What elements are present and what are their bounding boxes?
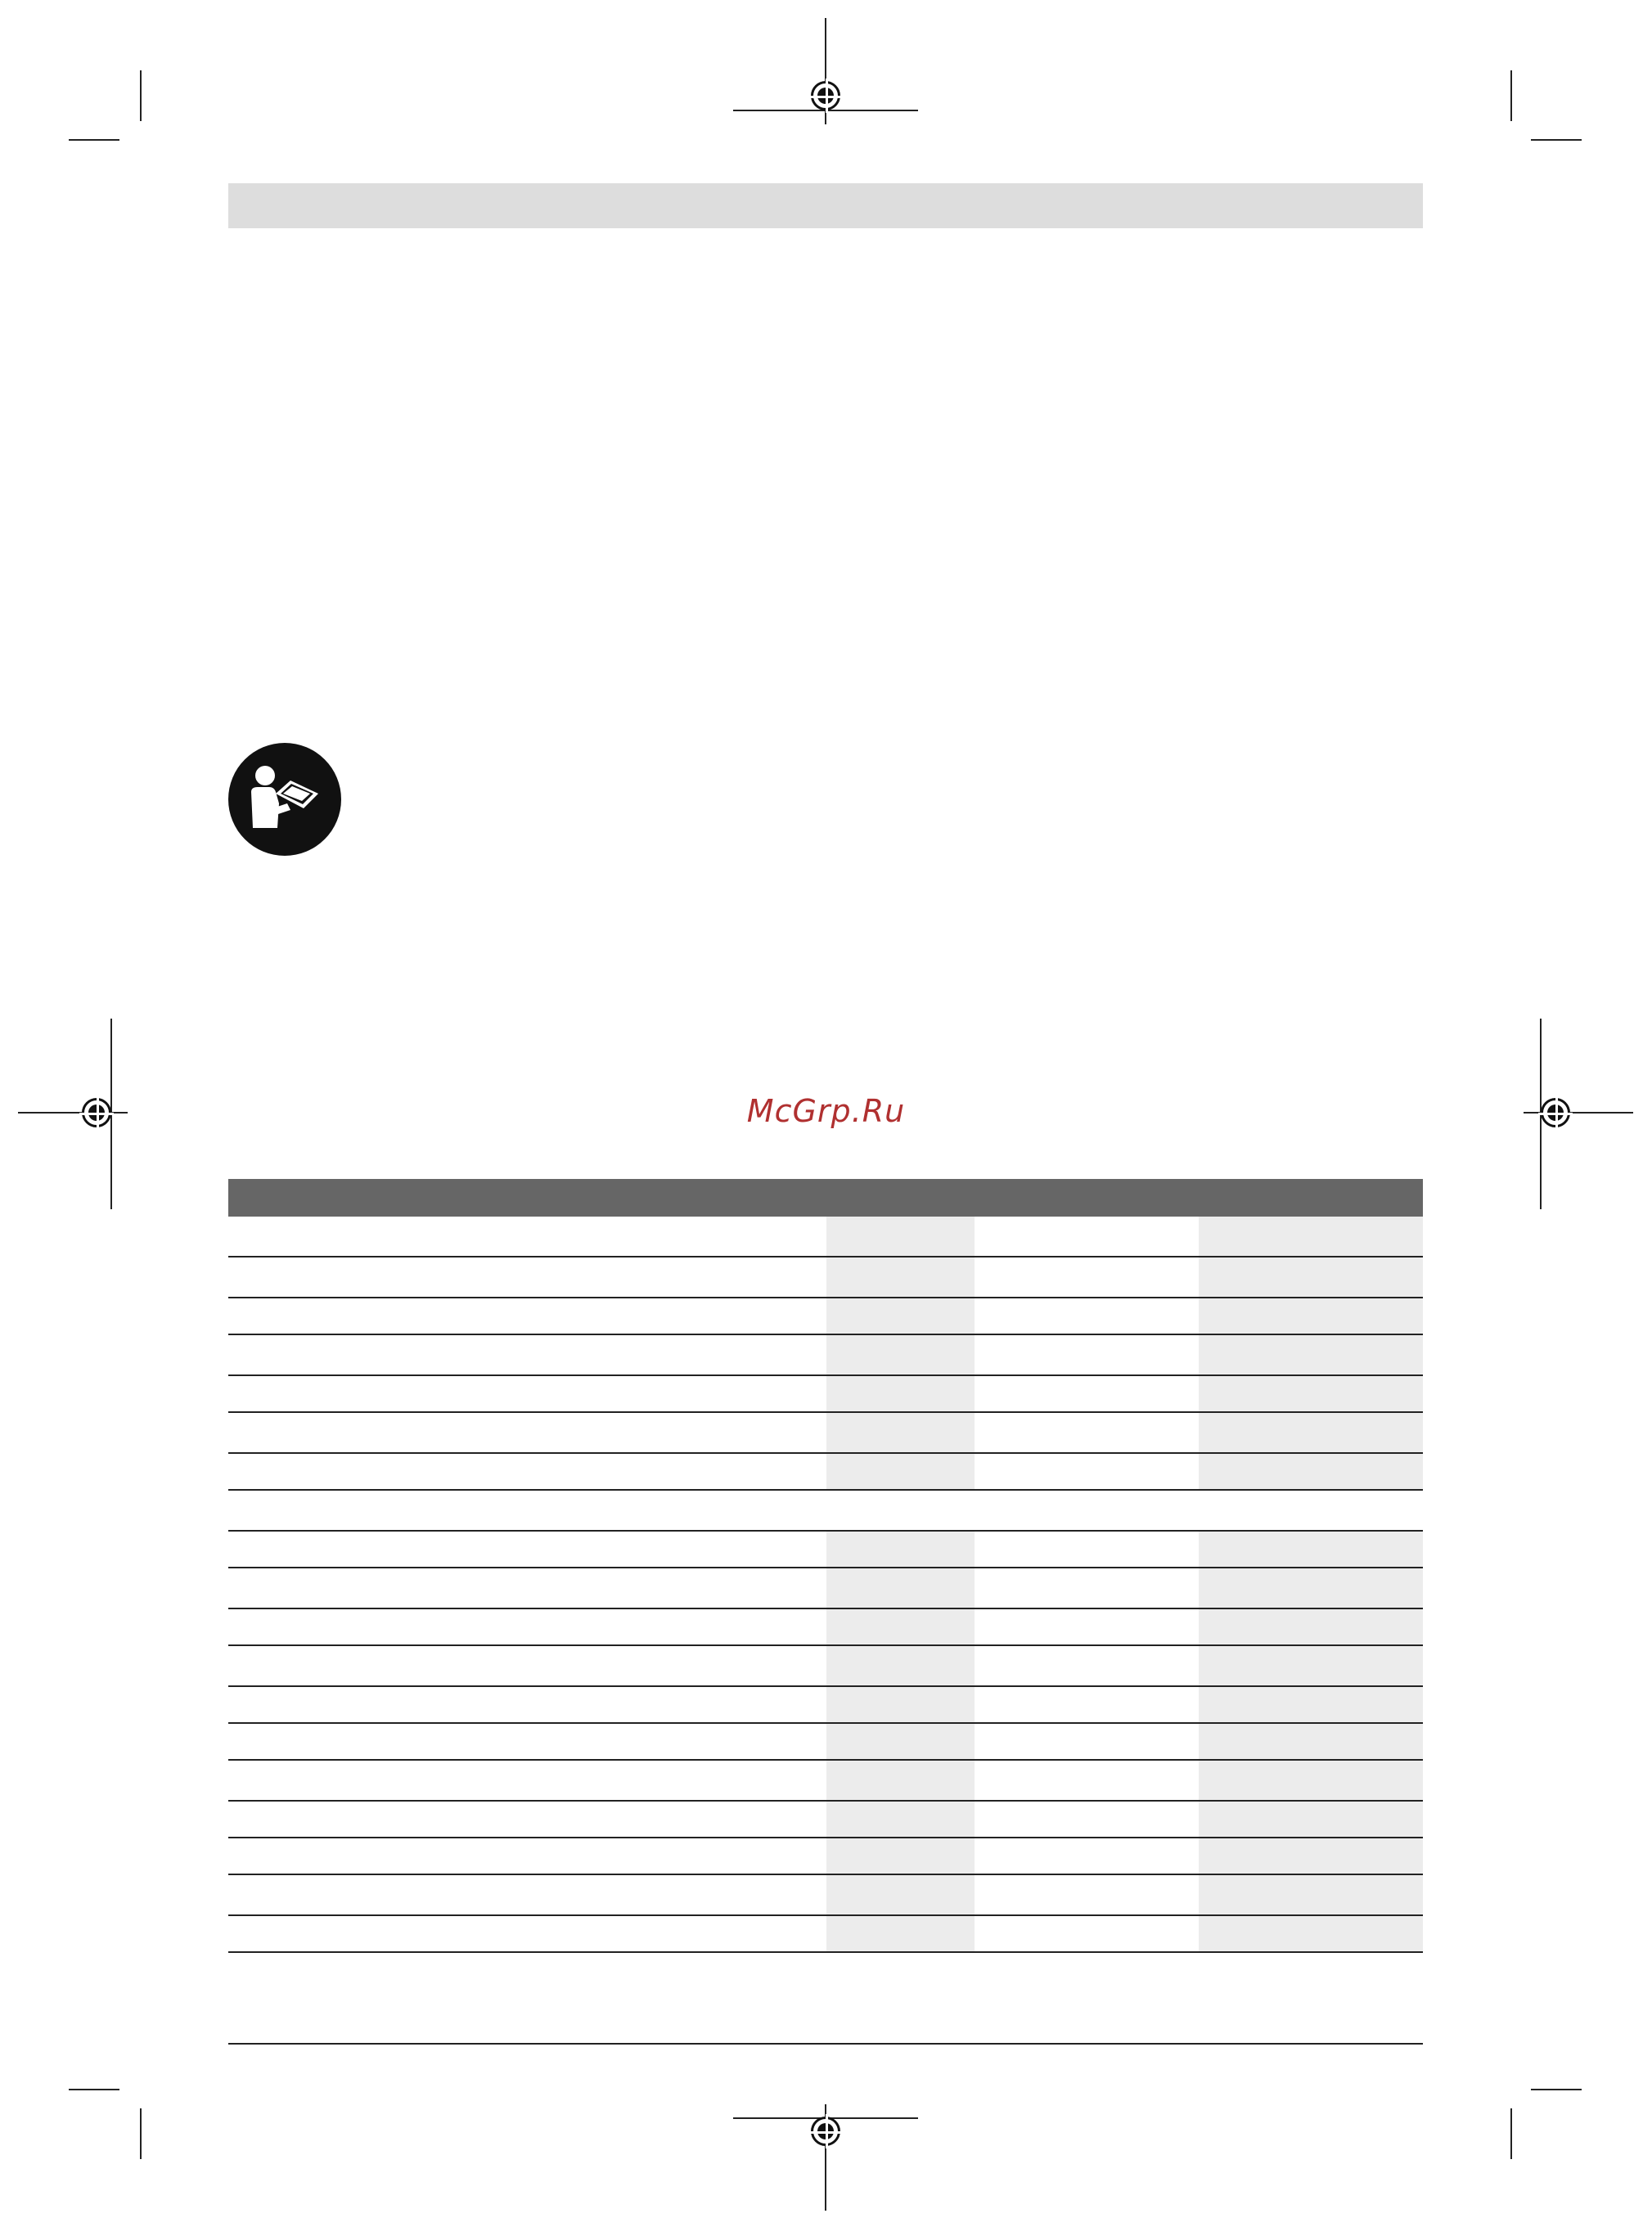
- table-cell: [975, 1646, 1199, 1685]
- table-cell: [228, 1875, 826, 1914]
- table-cell: [1199, 1568, 1423, 1608]
- registration-mark-icon: [811, 81, 840, 110]
- table-cell: [826, 1761, 975, 1800]
- table-cell: [228, 1646, 826, 1685]
- table-cell: [975, 1298, 1199, 1334]
- watermark: McGrp.Ru: [746, 1093, 906, 1129]
- table-cell: [228, 1568, 826, 1608]
- table-row: [228, 1646, 1423, 1687]
- table-cell: [826, 1568, 975, 1608]
- table-cell: [975, 1376, 1199, 1411]
- table-cell: [228, 1761, 826, 1800]
- table-cell: [1199, 1298, 1423, 1334]
- table-cell: [228, 1838, 826, 1874]
- table-cell: [975, 1687, 1199, 1722]
- table-row: [228, 1217, 1423, 1257]
- table-cell: [228, 1335, 826, 1374]
- table-cell: [975, 1491, 1199, 1530]
- table-cell: [1199, 1875, 1423, 1914]
- table-cell: [975, 1802, 1199, 1837]
- table-cell: [228, 1687, 826, 1722]
- table-cell: [1199, 1838, 1423, 1874]
- table-row: [228, 1838, 1423, 1875]
- table-cell: [826, 1217, 975, 1256]
- table-cell: [826, 1838, 975, 1874]
- table-cell: [228, 1532, 826, 1567]
- table-cell: [826, 1532, 975, 1567]
- read-manual-icon: [228, 743, 341, 856]
- crop-line: [140, 2108, 142, 2159]
- table-cell: [826, 1609, 975, 1644]
- table-cell: [975, 1335, 1199, 1374]
- table-cell: [975, 1761, 1199, 1800]
- table-row: [228, 1376, 1423, 1413]
- table-cell: [975, 1724, 1199, 1759]
- table-cell: [826, 1875, 975, 1914]
- crop-line: [1510, 2108, 1512, 2159]
- table-cell: [228, 1413, 826, 1452]
- table-cell: [975, 1217, 1199, 1256]
- table-cell: [826, 1916, 975, 1951]
- table-row: [228, 1532, 1423, 1568]
- table-cell: [826, 1257, 975, 1297]
- table-cell: [975, 1838, 1199, 1874]
- crop-line: [69, 2089, 119, 2090]
- table-cell: [1199, 1257, 1423, 1297]
- table-cell: [1199, 1491, 1423, 1530]
- table-cell: [975, 1875, 1199, 1914]
- table-cell: [1199, 1413, 1423, 1452]
- table-cell: [1199, 1335, 1423, 1374]
- table-row: [228, 1454, 1423, 1491]
- table-cell: [1199, 1724, 1423, 1759]
- table-cell: [228, 1609, 826, 1644]
- table-cell: [975, 1257, 1199, 1297]
- table-row: [228, 1875, 1423, 1916]
- crop-line: [1531, 2089, 1582, 2090]
- table-cell: [1199, 1454, 1423, 1489]
- table-cell: [975, 1609, 1199, 1644]
- table-row: [228, 1491, 1423, 1532]
- table-cell: [228, 1376, 826, 1411]
- crop-line: [1510, 70, 1512, 121]
- table-row: [228, 1724, 1423, 1761]
- table-row: [228, 1257, 1423, 1298]
- table-cell: [975, 1916, 1199, 1951]
- table-cell: [826, 1298, 975, 1334]
- table-cell: [228, 1298, 826, 1334]
- table-cell: [1199, 1532, 1423, 1567]
- table-cell: [826, 1454, 975, 1489]
- table-cell: [975, 1454, 1199, 1489]
- table-cell: [826, 1335, 975, 1374]
- table-row: [228, 1687, 1423, 1724]
- table-cell: [826, 1413, 975, 1452]
- crop-line: [1531, 139, 1582, 141]
- crop-line: [69, 139, 119, 141]
- table-cell: [228, 1217, 826, 1256]
- table-cell: [1199, 1609, 1423, 1644]
- table-cell: [1199, 1916, 1423, 1951]
- table-row: [228, 1298, 1423, 1335]
- table-row: [228, 1916, 1423, 1953]
- crop-line: [140, 70, 142, 121]
- table-cell: [228, 1916, 826, 1951]
- section-header-band: [228, 183, 1423, 228]
- footer-rule: [228, 2043, 1423, 2045]
- table-row: [228, 1609, 1423, 1646]
- table-cell: [975, 1532, 1199, 1567]
- table-cell: [1199, 1217, 1423, 1256]
- table-row: [228, 1761, 1423, 1802]
- table-cell: [826, 1802, 975, 1837]
- table-cell: [1199, 1687, 1423, 1722]
- table-cell: [1199, 1646, 1423, 1685]
- table-cell: [228, 1257, 826, 1297]
- table-cell: [1199, 1376, 1423, 1411]
- table-cell: [228, 1724, 826, 1759]
- table-row: [228, 1413, 1423, 1454]
- table-header: [228, 1179, 1423, 1217]
- table-cell: [826, 1724, 975, 1759]
- table-cell: [975, 1413, 1199, 1452]
- table-cell: [228, 1454, 826, 1489]
- registration-mark-icon: [811, 2117, 840, 2146]
- table-row: [228, 1335, 1423, 1376]
- table-cell: [1199, 1802, 1423, 1837]
- table-row: [228, 1568, 1423, 1609]
- table-cell: [826, 1491, 975, 1530]
- table-cell: [975, 1568, 1199, 1608]
- table-row: [228, 1802, 1423, 1838]
- table-cell: [228, 1491, 826, 1530]
- table-cell: [826, 1646, 975, 1685]
- table-cell: [826, 1376, 975, 1411]
- table-cell: [826, 1687, 975, 1722]
- table-cell: [228, 1802, 826, 1837]
- table-cell: [1199, 1761, 1423, 1800]
